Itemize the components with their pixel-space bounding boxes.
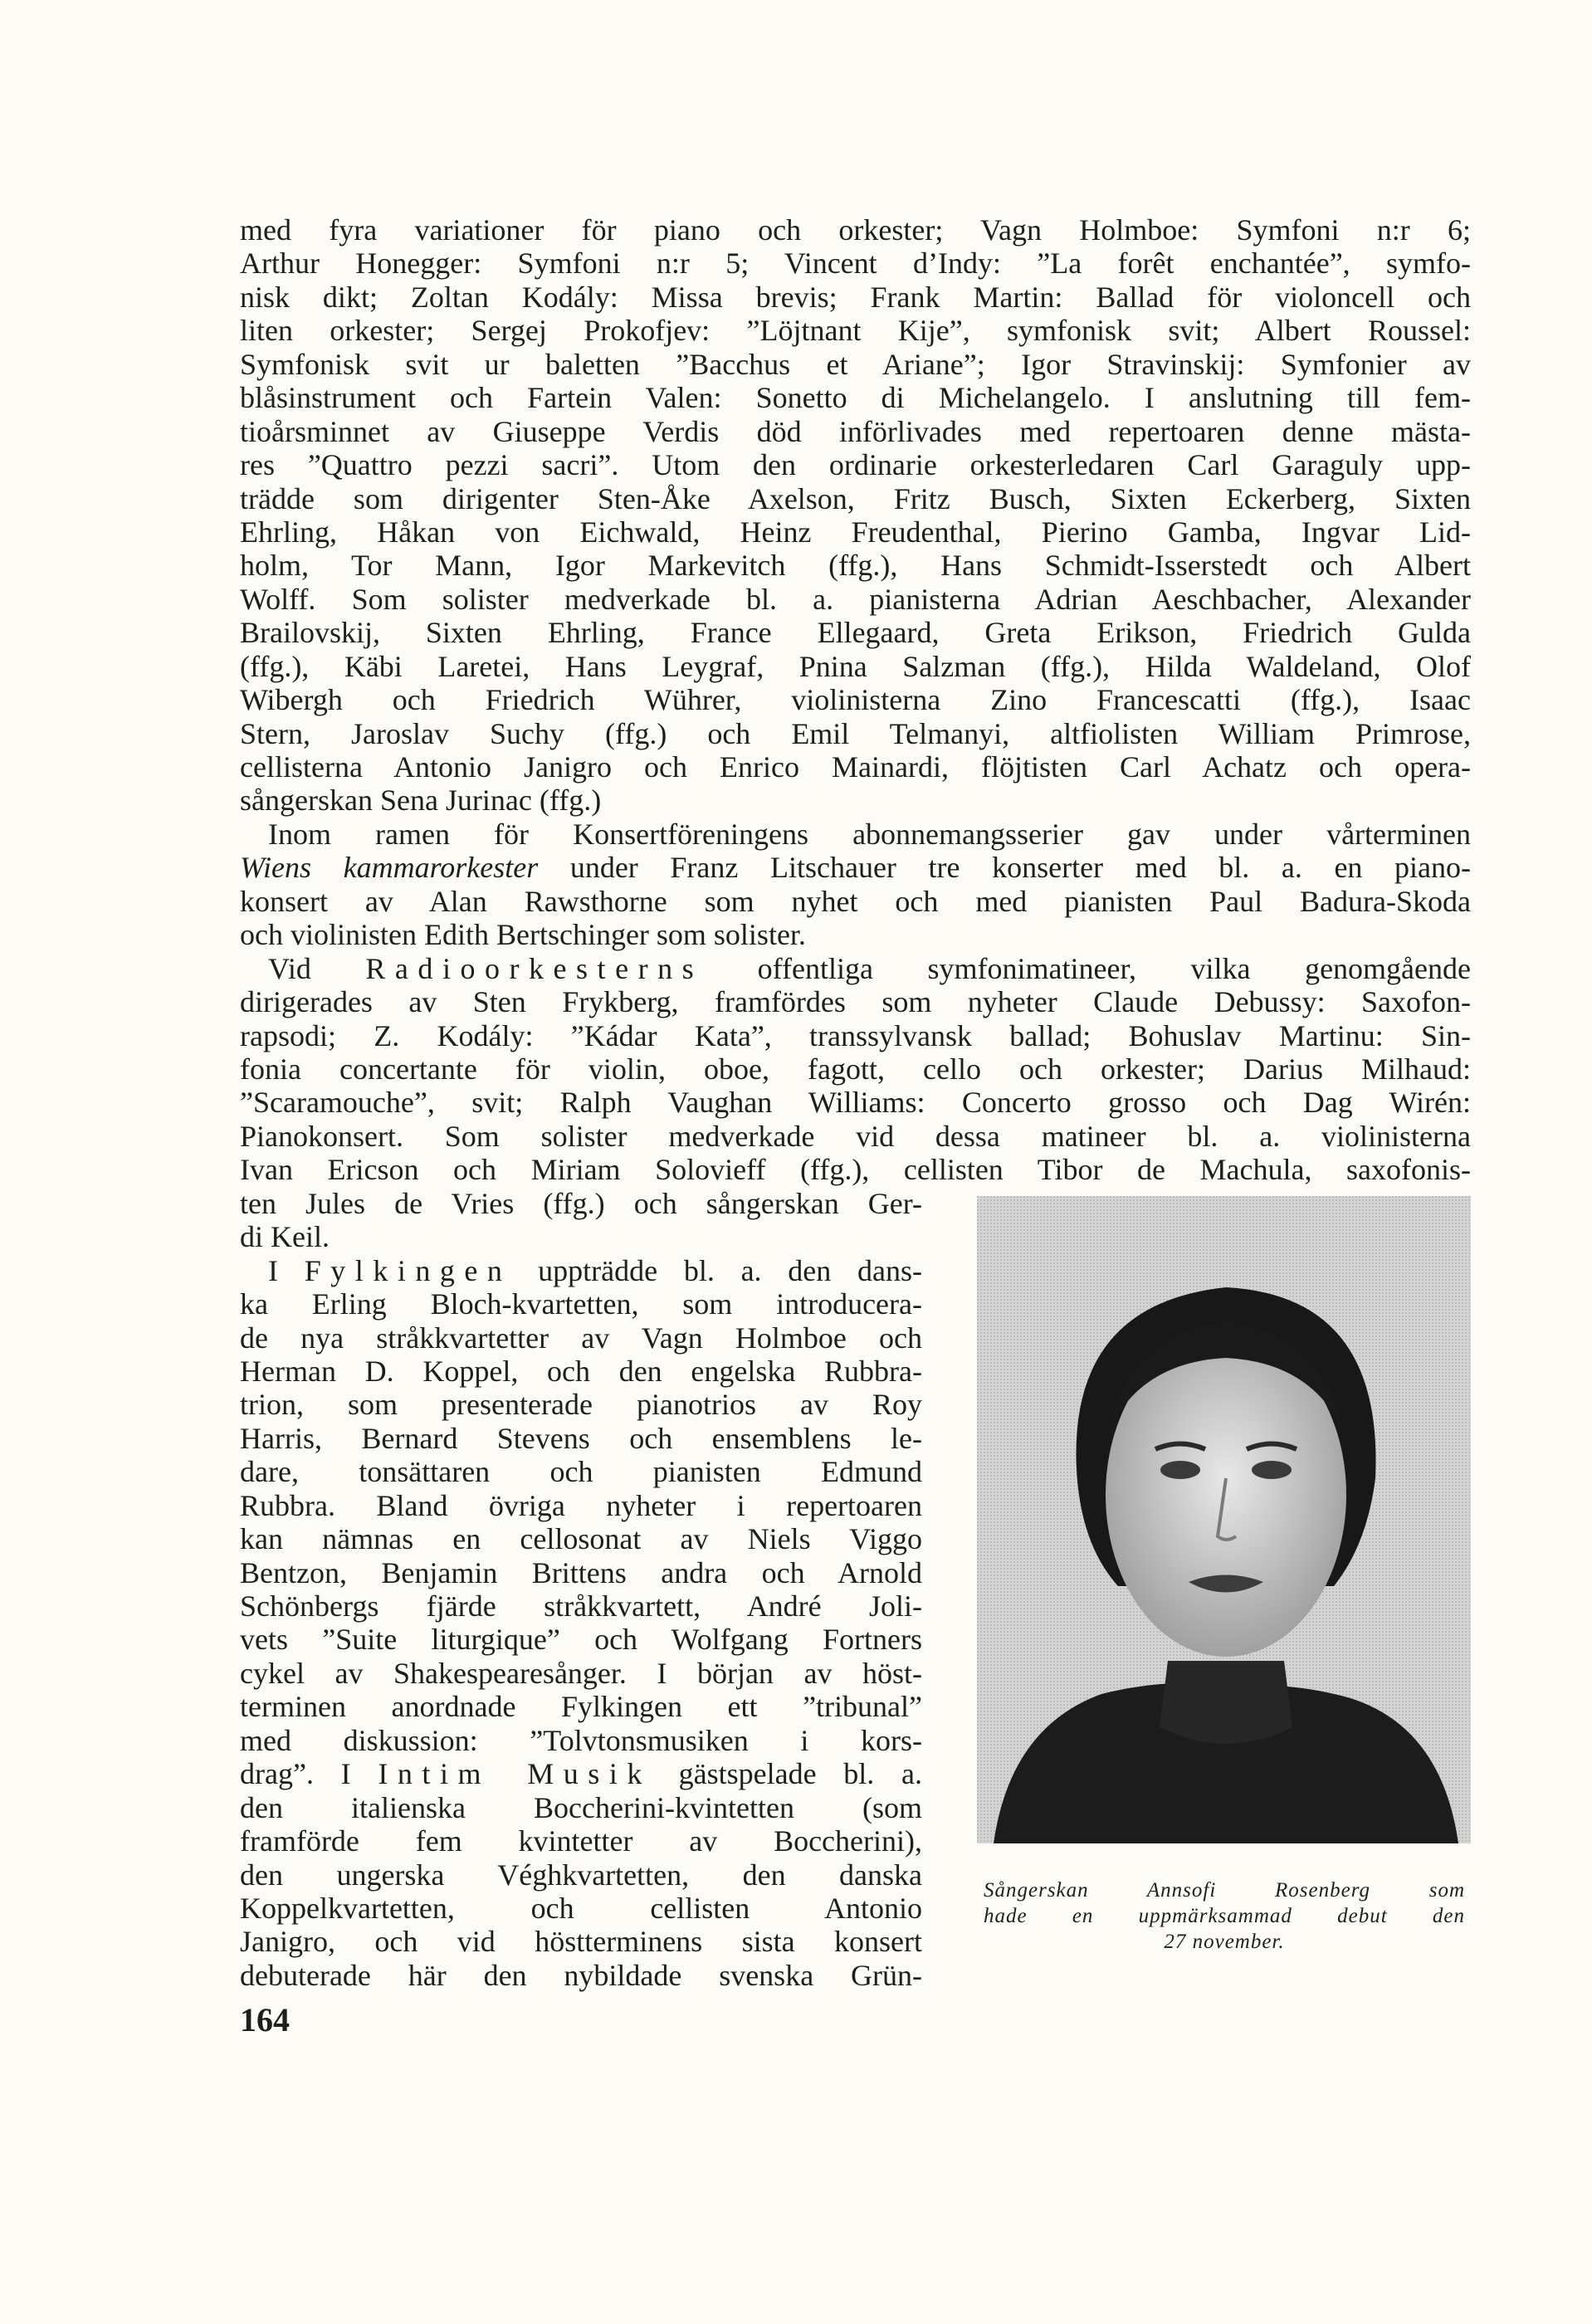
text-line [240,1120,1471,1154]
text-line [240,247,1471,281]
text-line [240,281,1471,315]
text-segment: framförde fem kvintetter av Boccherini), [240,1824,922,1858]
text-line [240,1925,922,1959]
text-line [240,683,1471,717]
text-segment: den ungerska Véghkvartetten, den danska [240,1858,922,1892]
text-segment: Janigro, och vid höstterminens sista konsert [240,1925,922,1959]
text-line [240,381,1471,415]
text-segment: ”Scaramouche”, svit; Ralph Vaughan Williams: Concerto grosso och Dag Wirén: [240,1086,1471,1120]
text-segment: Wibergh och Friedrich Wührer, violinisterna Zino Francescatti (ffg.), Isaac [240,683,1471,717]
text-line [240,784,1471,818]
text-segment: den italienska Boccherini-kvintetten (som [240,1790,922,1824]
photo-caption [984,1877,1465,1955]
text-segment: rapsodi; Z. Kodály: ”Kádar Kata”, transsylvansk ballad; Bohuslav Martinu: Sin- [240,1018,1471,1052]
text-segment: Rubbra. Bland övriga nyheter i repertoaren [240,1488,922,1522]
text-line [240,1724,922,1758]
text-segment: Stern, Jaroslav Suchy (ffg.) och Emil Telmanyi, altfiolisten William Primrose, [240,716,1471,750]
text-line [240,415,1471,449]
text-line [240,1388,922,1422]
text-segment: gästspelade bl. a. [651,1757,922,1791]
text-segment: Vid [268,951,366,985]
text-line [240,1220,922,1254]
text-segment: trion, som presenterade pianotrios av Roy [240,1388,922,1422]
text-line [240,515,1471,549]
text-line [240,1254,922,1288]
text-segment: terminen anordnade Fylkingen ett ”tribunal” [240,1690,922,1724]
text-line [240,750,1471,784]
text-line [240,1019,1471,1053]
text-segment: Ivan Ericson och Miriam Solovieff (ffg.), cellisten Tibor de Machula, saxofonis- [240,1153,1471,1187]
text-line [240,348,1471,382]
text-segment: fonia concertante för violin, oboe, fagott, cello och orkester; Darius Milhaud: [240,1052,1471,1086]
text-segment: (ffg.), Käbi Laretei, Hans Leygraf, Pnina Salzman (ffg.), Hilda Waldeland, Olof [240,649,1471,683]
text-line [240,717,1471,751]
text-line [240,818,1471,852]
spaced-emphasis: Radioorkesterns [365,951,704,985]
text-line [240,918,1471,952]
text-segment: dirigerades av Sten Frykberg, framfördes som nyheter Claude Debussy: Saxofon- [240,985,1471,1019]
text-segment: nisk dikt; Zoltan Kodály: Missa brevis; Frank Martin: Ballad för violoncell och [240,280,1471,314]
caption-line: hade en uppmärksammad debut den [984,1905,1465,1927]
text-line [240,1522,922,1556]
text-segment: blåsinstrument och Fartein Valen: Sonetto di Michelangelo. I anslutning till fem- [240,381,1471,415]
text-line [240,549,1471,583]
text-segment: Bentzon, Benjamin Brittens andra och Arnold [240,1555,922,1589]
text-segment: med diskussion: ”Tolvtonsmusiken i kors- [240,1723,922,1757]
italic-phrase: Wiens kammarorkester [240,851,539,885]
text-segment: di Keil. [240,1220,330,1254]
text-segment: Ehrling, Håkan von Eichwald, Heinz Freudenthal, Pierino Gamba, Ingvar Lid- [240,515,1471,549]
text-segment: sångerskan Sena Jurinac (ffg.) [240,784,602,818]
text-line [240,1824,922,1858]
text-segment: de nya stråkkvartetter av Vagn Holmboe och [240,1321,922,1355]
text-line [240,1086,1471,1120]
text-segment: under Franz Litschauer tre konserter med bl. a. en piano- [538,851,1471,885]
text-segment: Inom ramen för Konsertföreningens abonnemangsserier gav under vårterminen [268,817,1471,851]
text-segment: ka Erling Bloch-kvartetten, som introducera- [240,1287,922,1321]
text-segment: Arthur Honegger: Symfoni n:r 5; Vincent d’Indy: ”La forêt enchantée”, symfo- [240,247,1471,281]
text-line [240,1422,922,1456]
text-line [240,1858,922,1892]
text-line [240,952,1471,986]
text-segment: med fyra variationer för piano och orkester; Vagn Holmboe: Symfoni n:r 6; [240,213,1471,247]
text-line [240,583,1471,617]
text-segment: Wolff. Som solister medverkade bl. a. pianisterna Adrian Aeschbacher, Alexander [240,582,1471,616]
text-line [240,1287,922,1321]
text-line [240,851,1471,885]
text-line [240,1321,922,1355]
text-segment: liten orkester; Sergej Prokofjev: ”Löjtnant Kije”, symfonisk svit; Albert Roussel: [240,314,1471,348]
text-line [240,1556,922,1590]
text-segment: Brailovskij, Sixten Ehrling, France Ellegaard, Greta Erikson, Friedrich Gulda [240,616,1471,650]
text-segment: debuterade här den nybildade svenska Grün- [240,1958,922,1992]
text-line [240,616,1471,650]
spaced-emphasis: Fylkingen [304,1253,512,1287]
text-line [240,1455,922,1489]
text-line [240,213,1471,247]
text-segment: tioårsminnet av Giuseppe Verdis död införlivades med repertoaren denne mästa- [240,414,1471,448]
text-segment: dare, tonsättaren och pianisten Edmund [240,1455,922,1489]
text-segment: Pianokonsert. Som solister medverkade vid dessa matineer bl. a. violinisterna [240,1119,1471,1153]
portrait-image [977,1196,1471,1843]
text-line [240,1355,922,1389]
text-segment: vets ”Suite liturgique” och Wolfgang Fortners [240,1623,922,1657]
caption-line: 27 november. [1164,1931,1285,1953]
text-segment: ten Jules de Vries (ffg.) och sångerskan Ger- [240,1186,922,1220]
text-line [240,1757,922,1791]
text-line [240,1153,1471,1187]
text-line [240,1623,922,1657]
text-line [240,1187,922,1221]
text-line [240,885,1471,919]
text-segment: Herman D. Koppel, och den engelska Rubbra- [240,1354,922,1388]
text-segment: trädde som dirigenter Sten-Åke Axelson, Fritz Busch, Sixten Eckerberg, Sixten [240,481,1471,515]
text-segment: cellisterna Antonio Janigro och Enrico Mainardi, flöjtisten Carl Achatz och opera- [240,750,1471,784]
text-segment: drag”. I [240,1757,378,1791]
caption-line: Sångerskan Annsofi Rosenberg som [984,1879,1465,1902]
text-line [240,1052,1471,1086]
portrait-photo [977,1196,1471,1843]
text-line [240,1589,922,1623]
text-line [240,1959,922,1993]
text-segment: Harris, Bernard Stevens och ensemblens le- [240,1421,922,1455]
text-line [240,1690,922,1724]
text-line [240,1489,922,1523]
text-segment: holm, Tor Mann, Igor Markevitch (ffg.), Hans Schmidt-Isserstedt och Albert [240,549,1471,583]
text-line [240,448,1471,482]
text-segment: Schönbergs fjärde stråkkvartett, André Joli- [240,1589,922,1623]
text-segment: res ”Quattro pezzi sacri”. Utom den ordinarie orkesterledaren Carl Garaguly upp- [240,448,1471,482]
text-line [240,314,1471,348]
text-segment: uppträdde bl. a. den dans- [511,1253,922,1287]
spaced-emphasis: Intim Musik [378,1757,652,1791]
text-line [240,985,1471,1019]
text-segment: konsert av Alan Rawsthorne som nyhet och med pianisten Paul Badura-Skoda [240,884,1471,918]
text-line [240,650,1471,684]
text-segment: Symfonisk svit ur baletten ”Bacchus et Ariane”; Igor Stravinskij: Symfonier av [240,347,1471,381]
text-segment: Koppelkvartetten, och cellisten Antonio [240,1892,922,1925]
text-line [240,1657,922,1691]
text-segment: cykel av Shakespearesånger. I början av höst- [240,1656,922,1690]
text-line [240,482,1471,516]
text-segment: I [268,1253,305,1287]
text-segment: och violinisten Edith Bertschinger som solister. [240,918,806,952]
page-number: 164 [240,2001,290,2038]
text-segment: offentliga symfonimatineer, vilka genomgående [703,951,1471,985]
text-line [240,1791,922,1825]
text-segment: kan nämnas en cellosonat av Niels Viggo [240,1522,922,1556]
text-line [240,1892,922,1926]
